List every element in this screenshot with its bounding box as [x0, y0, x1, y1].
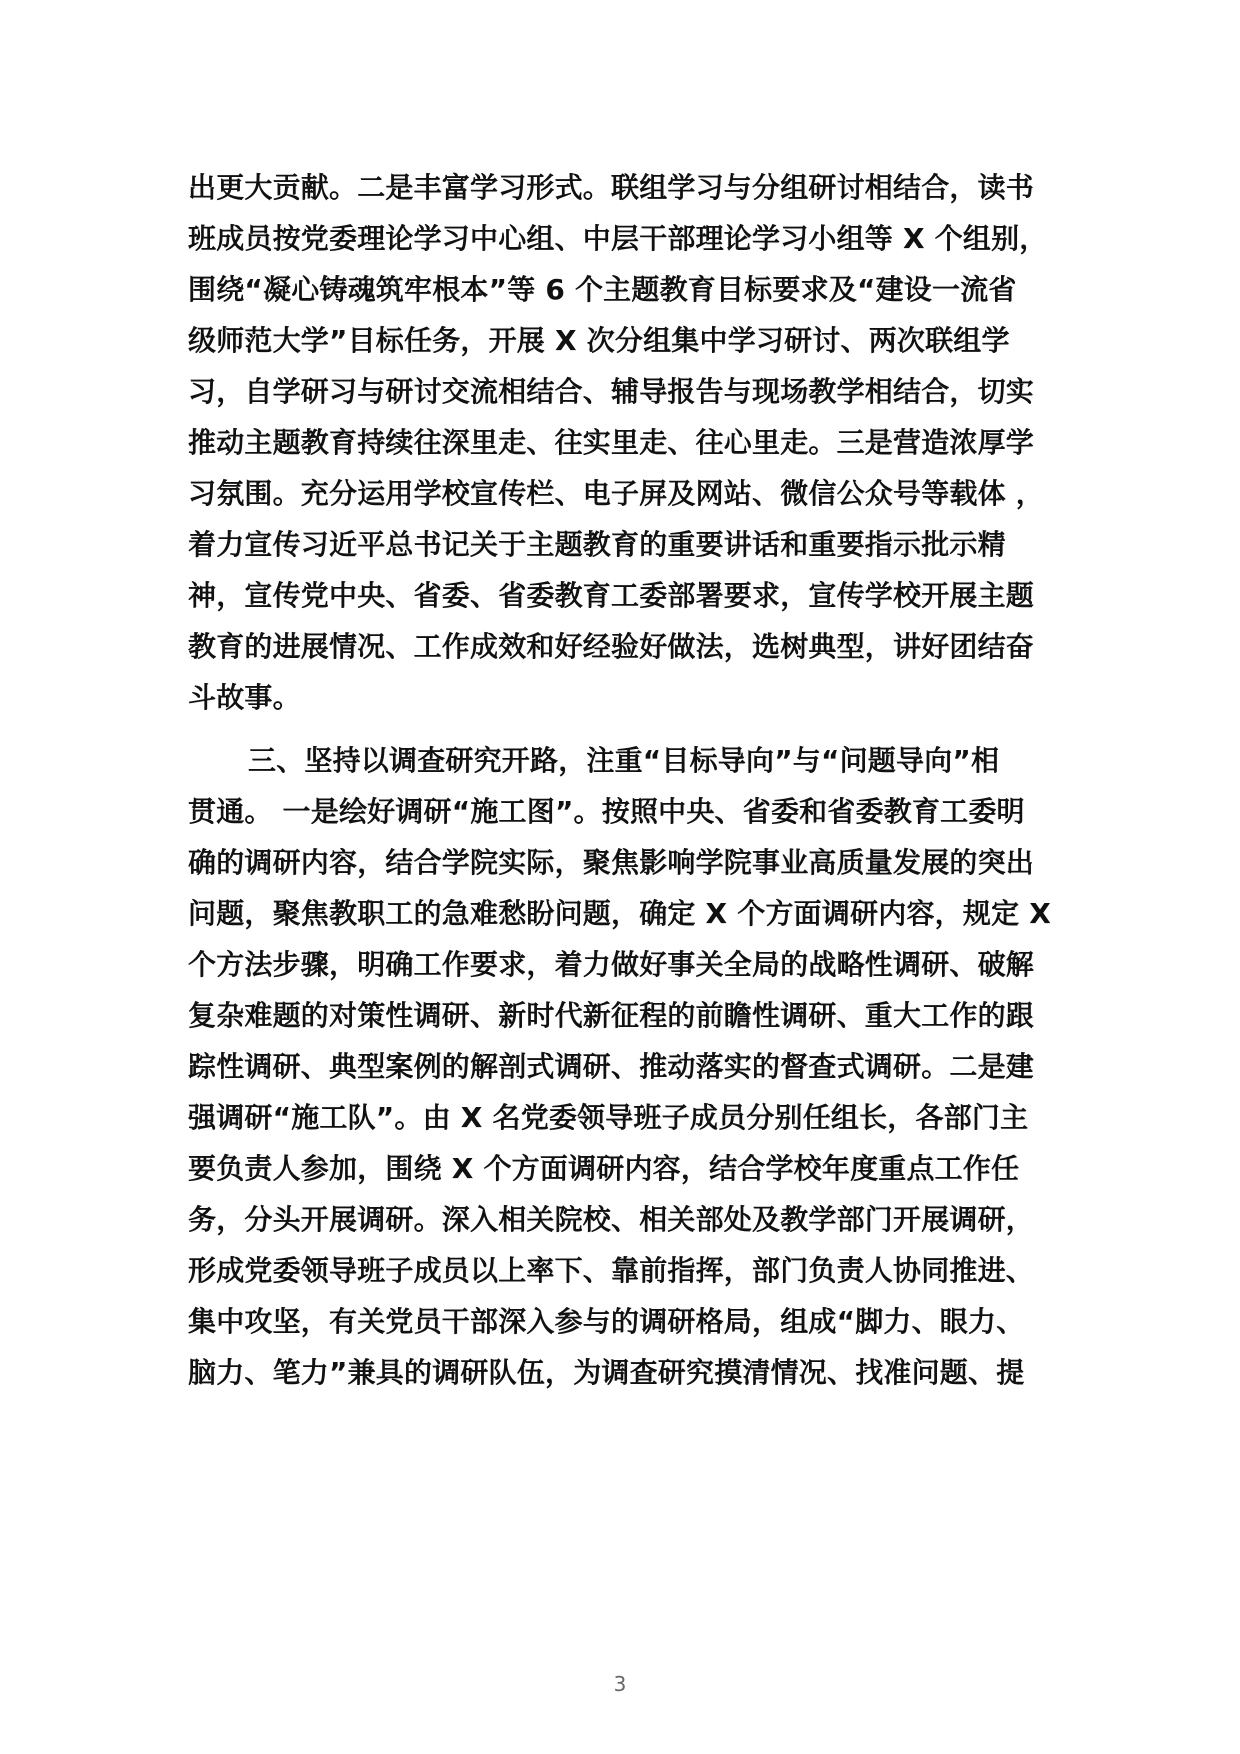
text-line: 个方法步骤，明确工作要求，着力做好事关全局的战略性调研、破解 — [188, 948, 1035, 981]
section-heading-line: 三、坚持以调查研究开路，注重“目标导向”与“问题导向”相 — [248, 744, 1000, 777]
text-line: 脑力、笔力”兼具的调研队伍，为调查研究摸清情况、找准问题、提 — [188, 1356, 1025, 1389]
text-line: 着力宣传习近平总书记关于主题教育的重要讲话和重要指示批示精 — [188, 528, 1006, 561]
text-line: 习氛围。充分运用学校宣传栏、电子屏及网站、微信公众号等载体 ， — [188, 477, 1044, 510]
body-text — [188, 162, 1068, 1398]
text-line: 神，宣传党中央、省委、省委教育工委部署要求，宣传学校开展主题 — [188, 579, 1035, 612]
paragraph-2 — [188, 735, 1068, 1398]
text-line: 踪性调研、典型案例的解剖式调研、推动落实的督查式调研。二是建 — [188, 1050, 1035, 1083]
text-line: 复杂难题的对策性调研、新时代新征程的前瞻性调研、重大工作的跟 — [188, 999, 1035, 1032]
text-line: 贯通。 一是绘好调研“施工图”。按照中央、省委和省委教育工委明 — [188, 795, 1025, 828]
text-line: 要负责人参加，围绕 X 个方面调研内容，结合学校年度重点工作任 — [188, 1152, 1020, 1185]
text-line: 级师范大学”目标任务，开展 X 次分组集中学习研讨、两次联组学 — [188, 324, 1010, 357]
text-line: 务，分头开展调研。深入相关院校、相关部处及教学部门开展调研， — [188, 1203, 1035, 1236]
text-line: 形成党委领导班子成员以上率下、靠前指挥，部门负责人协同推进、 — [188, 1254, 1035, 1287]
text-line: 问题，聚焦教职工的急难愁盼问题，确定 X 个方面调研内容，规定 X — [188, 897, 1052, 930]
paragraph-1 — [188, 162, 1068, 723]
page-number: 3 — [613, 1672, 627, 1696]
text-line: 斗故事。 — [188, 681, 301, 714]
text-line: 习，自学研习与研讨交流相结合、辅导报告与现场教学相结合，切实 — [188, 375, 1035, 408]
text-line: 班成员按党委理论学习中心组、中层干部理论学习小组等 X 个组别， — [188, 222, 1048, 255]
text-line: 强调研“施工队”。由 X 名党委领导班子成员分别任组长，各部门主 — [188, 1101, 1029, 1134]
text-line: 教育的进展情况、工作成效和好经验好做法，选树典型，讲好团结奋 — [188, 630, 1035, 663]
paragraph-gap — [188, 723, 1068, 735]
text-line: 围绕“凝心铸魂筑牢根本”等 6 个主题教育目标要求及“建设一流省 — [188, 273, 1017, 306]
text-line: 集中攻坚，有关党员干部深入参与的调研格局，组成“脚力、眼力、 — [188, 1305, 1025, 1338]
text-line: 确的调研内容，结合学院实际，聚焦影响学院事业高质量发展的突出 — [188, 846, 1035, 879]
text-line: 推动主题教育持续往深里走、往实里走、往心里走。三是营造浓厚学 — [188, 426, 1035, 459]
text-line: 出更大贡献。二是丰富学习形式。联组学习与分组研讨相结合，读书 — [188, 171, 1035, 204]
